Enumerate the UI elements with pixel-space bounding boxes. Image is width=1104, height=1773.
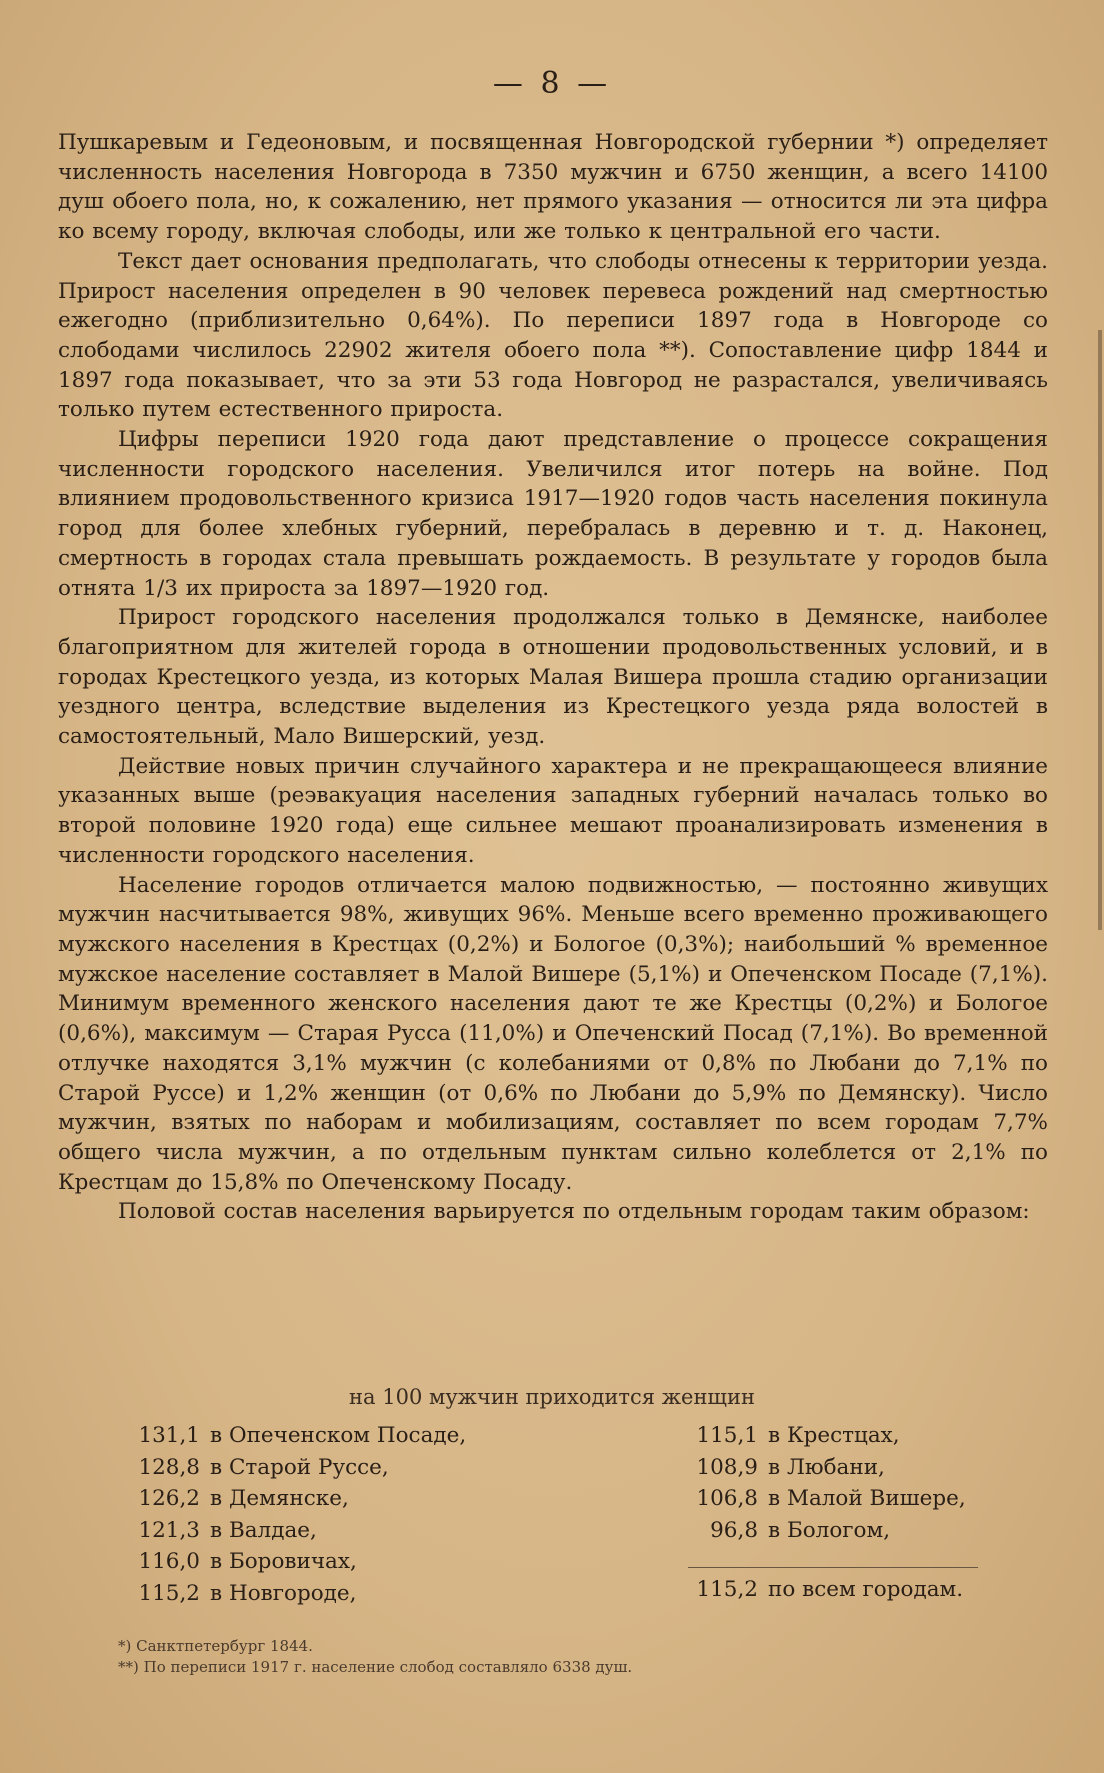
ratio-value: 108,9 [696,1454,758,1480]
paragraph-5: Действие новых причин случайного характера и не прекращающееся влияние указанных выше (реэвакуация населения западных губерний началась только во второй половине 1920 года) еще сильнее мешают проанализировать изменения в численности городского населения. [58,753,1048,868]
ratio-value: 96,8 [710,1517,758,1543]
table-left-column [120,1420,580,1609]
place-name: в Крестцах, [768,1423,900,1448]
place-name: в Бологом, [768,1517,891,1543]
place-name: в Боровичах, [210,1549,357,1574]
place-name: в Старой Руссе, [210,1454,389,1480]
body-text [58,128,1048,1227]
table-row [120,1578,580,1610]
page-number: — 8 — [492,66,612,101]
table-row [678,1420,1038,1452]
table-row [120,1452,580,1484]
ratio-value: 126,2 [138,1486,200,1511]
place-name: в Любани, [768,1454,885,1480]
table-row [678,1515,1038,1547]
ratio-value: 131,1 [138,1423,200,1448]
table-row [678,1452,1038,1484]
total-label: по всем городам. [768,1577,964,1602]
table-total-row [678,1577,963,1602]
table-row [120,1515,580,1547]
ratio-value: 121,3 [138,1517,200,1543]
footnotes [118,1636,1018,1678]
table-caption: на 100 мужчин приходится женщин [349,1385,755,1409]
ratio-value: 115,1 [696,1423,758,1448]
place-name: в Новгороде, [210,1580,357,1606]
table-total-divider [688,1567,978,1568]
total-value: 115,2 [696,1577,758,1602]
paragraph-4: Прирост городского населения продолжался только в Демянске, наиболее благоприятном для жителей города в отношении продовольственных условий, и в городах Крестецкого уезда, из которых Малая Вишера прошла стадию организации уездного центра, вследствие выделения из Крестецкого уезда ряда волостей в самостоятельный, Мало Вишерский, уезд. [58,605,1048,750]
ratio-value: 106,8 [696,1486,758,1511]
place-name: в Демянске, [210,1486,349,1511]
paragraph-6: Население городов отличается малою подвижностью, — постоянно живущих мужчин насчитывается 98%, живущих 96%. Меньше всего временно проживающего мужского населения в Крестцах (0,2%) и Бологое (0,3%); наибольший % временное мужское население составляет в Малой Вишере (5,1%) и Опеченском Посаде (7,1%). Минимум временного женского населения дают те же Крестцы (0,2%) и Бологое (0,6%), максимум — Старая Русса (11,0%) и Опеченский Посад (7,1%). Во временной отлучке находятся 3,1% мужчин (с колебаниями от 0,8% по Любани до 7,1% по Старой Руссе) и 1,2% женщин (от 0,6% по Любани до 5,9% по Демянску). Число мужчин, взятых по наборам и мобилизациям, составляет по всем городам 7,7% общего числа мужчин, а по отдельным пунктам сильно колеблется от 2,1% по Крестцам до 15,8% по Опеченскому Посаду. [58,872,1048,1195]
table-row [120,1546,580,1578]
ratio-value: 116,0 [138,1549,200,1574]
paragraph-1: Пушкаревым и Гедеоновым, и посвященная Новгородской губернии *) определяет численность населения Новгорода в 7350 мужчин и 6750 женщин, а всего 14100 душ обоего пола, но, к сожалению, нет прямого указания — относится ли эта цифра ко всему городу, включая слободы, или же только к центральной его части. [58,130,1048,245]
table-row [120,1420,580,1452]
place-name: в Малой Вишере, [768,1486,966,1511]
ratio-value: 115,2 [138,1580,200,1606]
page-edge-shadow [1098,330,1102,930]
place-name: в Валдае, [210,1517,317,1543]
footnote-2: **) По переписи 1917 г. население слобод составляло 6338 душ. [118,1658,633,1676]
ratio-value: 128,8 [138,1454,200,1480]
table-right-column [678,1420,1038,1546]
table-row [120,1483,580,1515]
footnote-1: *) Санктпетербург 1844. [118,1637,313,1655]
paragraph-7: Половой состав населения варьируется по отдельным городам таким образом: [118,1199,1030,1225]
place-name: в Опеченском Посаде, [210,1423,467,1448]
paragraph-2: Текст дает основания предполагать, что слободы отнесены к территории уезда. Прирост населения определен в 90 человек перевеса рождений над смертностью ежегодно (приблизительно 0,64%). По переписи 1897 года в Новгороде со слободами числилось 22902 жителя обоего пола **). Сопоставление цифр 1844 и 1897 года показывает, что за эти 53 года Новгород не разрастался, увеличиваясь только путем естественного прироста. [58,248,1048,423]
table-row [678,1483,1038,1515]
paragraph-3: Цифры переписи 1920 года дают представление о процессе сокращения численности городского населения. Увеличился итог потерь на войне. Под влиянием продовольственного кризиса 1917—1920 годов часть населения покинула город для более хлебных губерний, перебралась в деревню и т. д. Наконец, смертность в городах стала превышать рождаемость. В результате у городов была отнята 1/3 их прироста за 1897—1920 год. [58,427,1048,601]
